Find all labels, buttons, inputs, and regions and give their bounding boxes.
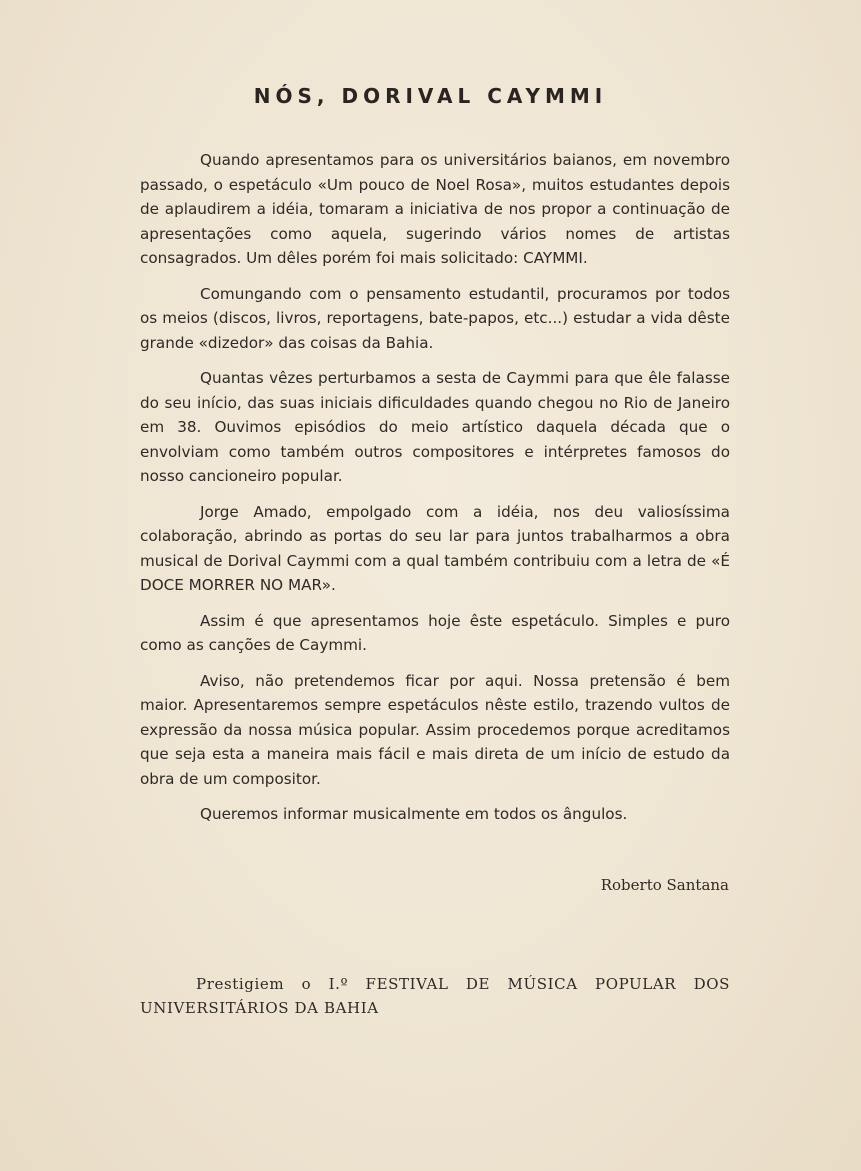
paragraph-3: Quantas vêzes perturbamos a sesta de Caymmi para que êle falasse do seu início, das suas iniciais dificuldades quando chegou no Rio de Janeiro em 38. Ouvimos episódios do meio artístico daquela década que o envolviam como também outros compositores e intérpretes famosos do nosso cancioneiro popular. bbox=[140, 369, 730, 485]
paragraph-6: Aviso, não pretendemos ficar por aqui. Nossa pretensão é bem maior. Apresentaremos sempre espetáculos nêste estilo, trazendo vultos de expressão da nossa música popular. Assim procedemos porque acreditamos que seja esta a maneira mais fácil e mais direta de um início de estudo da obra de um compositor. bbox=[140, 671, 730, 788]
footer-note: Prestigiem o I.º FESTIVAL DE MÚSICA POPULAR DOS UNIVERSITÁRIOS DA BAHIA bbox=[140, 975, 730, 1017]
closing-line: Queremos informar musicalmente em todos os ângulos. bbox=[200, 805, 628, 823]
paragraph-1: Quando apresentamos para os universitários baianos, em novembro passado, o espetáculo «Um pouco de Noel Rosa», muitos estudantes depois de aplaudirem a idéia, tomaram a iniciativa de nos propor a continuação de apresentações como aquela, sugerindo vários nomes de artistas consagrados. Um dêles porém foi mais solicitado: CAYMMI. bbox=[140, 151, 730, 267]
paragraph-5: Assim é que apresentamos hoje êste espetáculo. Simples e puro como as canções de Caymmi. bbox=[140, 611, 730, 654]
paragraph-4: Jorge Amado, empolgado com a idéia, nos deu valiosíssima colaboração, abrindo as portas do seu lar para juntos trabalharmos a obra musical de Dorival Caymmi com a qual também contribuiu com a letra de «É DOCE MORRER NO MAR». bbox=[140, 502, 730, 594]
page-title: NÓS, DORIVAL CAYMMI bbox=[253, 84, 608, 108]
paragraph-2: Comungando com o pensamento estudantil, procuramos por todos os meios (discos, livros, reportagens, bate-papos, etc...) estudar a vida dêste grande «dizedor» das coisas da Bahia. bbox=[140, 284, 730, 352]
signature: Roberto Santana bbox=[600, 876, 729, 894]
body-text bbox=[140, 148, 730, 838]
